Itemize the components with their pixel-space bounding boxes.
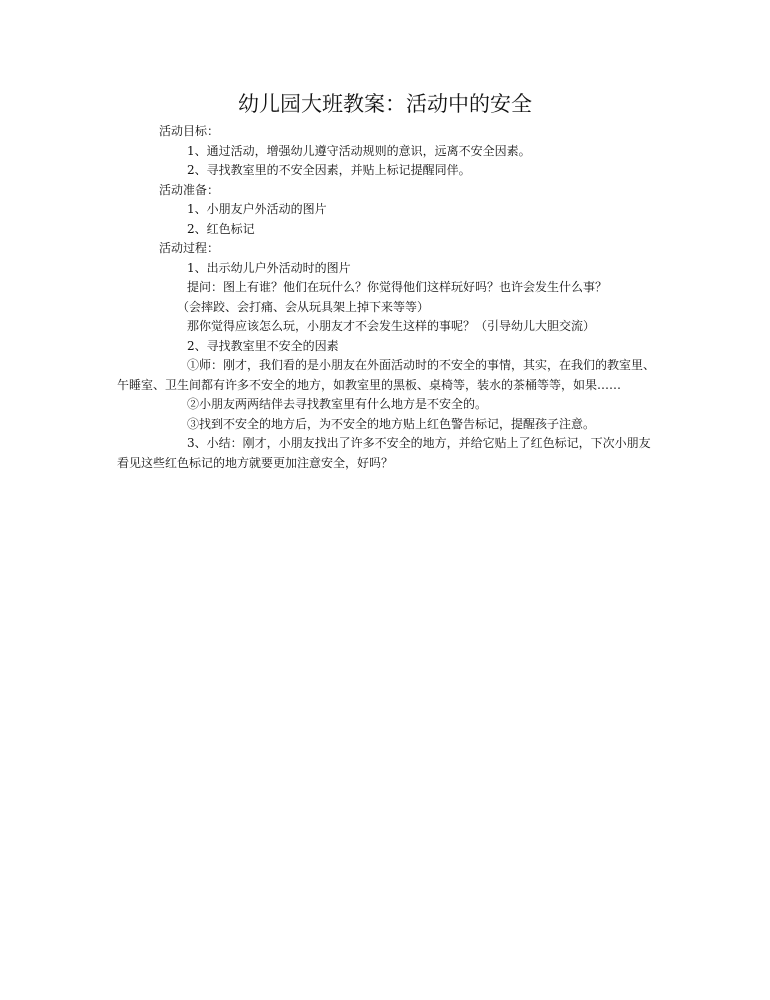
paragraph: 1、通过活动，增强幼儿遵守活动规则的意识，远离不安全因素。: [187, 143, 531, 158]
paragraph: 那你觉得应该怎么玩，小朋友才不会发生这样的事呢？（引导幼儿大胆交流）: [187, 319, 596, 333]
paragraph: 2、红色标记: [187, 221, 255, 236]
paragraph: ②小朋友两两结伴去寻找教室里有什么地方是不安全的。: [187, 397, 488, 411]
paragraph: 1、小朋友户外活动的图片: [187, 202, 327, 216]
document-body: [117, 122, 657, 473]
paragraph: 1、出示幼儿户外活动时的图片: [187, 260, 351, 275]
paragraph: 活动目标：: [159, 124, 220, 138]
paragraph: ①师：刚才，我们看的是小朋友在外面活动时的不安全的事情，其实，在我们的教室里、午睡室、卫生间都有许多不安全的地方，如教室里的黑板、桌椅等，装水的茶桶等等，如果……: [117, 358, 656, 392]
paragraph: 活动准备：: [159, 182, 220, 197]
paragraph: 2、寻找教室里的不安全因素，并贴上标记提醒同伴。: [187, 163, 471, 177]
paragraph: 活动过程：: [159, 241, 220, 255]
paragraph: ③找到不安全的地方后，为不安全的地方贴上红色警告标记，提醒孩子注意。: [187, 416, 596, 431]
paragraph: 3、小结：刚才，小朋友找出了许多不安全的地方，并给它贴上了红色标记，下次小朋友看见这些红色标记的地方就要更加注意安全，好吗？: [117, 436, 651, 470]
paragraph: 提问：图上有谁？他们在玩什么？你觉得他们这样玩好吗？也许会发生什么事？: [187, 280, 608, 294]
paragraph: （会摔跤、会打痛、会从玩具架上掉下来等等）: [177, 299, 430, 314]
paragraph: 2、寻找教室里不安全的因素: [187, 338, 339, 353]
document-title: 幼儿园大班教案：活动中的安全: [238, 92, 532, 116]
